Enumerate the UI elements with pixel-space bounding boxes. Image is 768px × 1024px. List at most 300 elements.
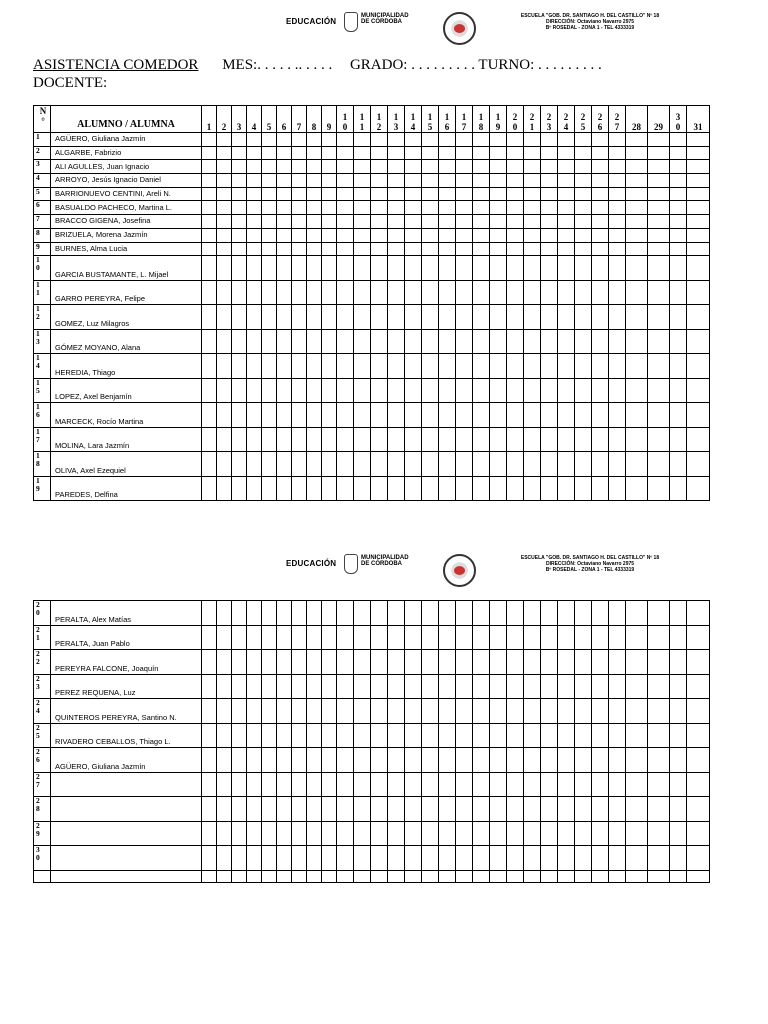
attendance-cell[interactable] bbox=[388, 305, 405, 330]
attendance-cell[interactable] bbox=[371, 187, 388, 201]
attendance-cell[interactable] bbox=[541, 160, 558, 174]
attendance-cell[interactable] bbox=[558, 772, 575, 797]
attendance-cell[interactable] bbox=[388, 215, 405, 229]
attendance-cell[interactable] bbox=[277, 305, 292, 330]
attendance-cell[interactable] bbox=[262, 160, 277, 174]
attendance-cell[interactable] bbox=[247, 625, 262, 650]
attendance-cell[interactable] bbox=[626, 476, 648, 501]
attendance-cell[interactable] bbox=[648, 305, 670, 330]
attendance-cell[interactable] bbox=[371, 305, 388, 330]
attendance-cell[interactable] bbox=[354, 378, 371, 403]
attendance-cell[interactable] bbox=[626, 650, 648, 675]
attendance-cell[interactable] bbox=[262, 699, 277, 724]
attendance-cell[interactable] bbox=[354, 601, 371, 626]
attendance-cell[interactable] bbox=[439, 674, 456, 699]
attendance-cell[interactable] bbox=[354, 797, 371, 822]
attendance-cell[interactable] bbox=[670, 427, 687, 452]
attendance-cell[interactable] bbox=[648, 160, 670, 174]
attendance-cell[interactable] bbox=[558, 201, 575, 215]
attendance-cell[interactable] bbox=[524, 215, 541, 229]
attendance-cell[interactable] bbox=[202, 133, 217, 147]
attendance-cell[interactable] bbox=[507, 772, 524, 797]
attendance-cell[interactable] bbox=[648, 476, 670, 501]
attendance-cell[interactable] bbox=[202, 160, 217, 174]
attendance-cell[interactable] bbox=[247, 650, 262, 675]
attendance-cell[interactable] bbox=[592, 378, 609, 403]
attendance-cell[interactable] bbox=[456, 723, 473, 748]
attendance-cell[interactable] bbox=[422, 187, 439, 201]
attendance-cell[interactable] bbox=[307, 256, 322, 281]
attendance-cell[interactable] bbox=[202, 215, 217, 229]
attendance-cell[interactable] bbox=[687, 403, 710, 428]
attendance-cell[interactable] bbox=[592, 133, 609, 147]
attendance-cell[interactable] bbox=[626, 160, 648, 174]
attendance-cell[interactable] bbox=[202, 242, 217, 256]
attendance-cell[interactable] bbox=[648, 228, 670, 242]
attendance-cell[interactable] bbox=[322, 174, 337, 188]
attendance-cell[interactable] bbox=[648, 772, 670, 797]
attendance-cell[interactable] bbox=[456, 228, 473, 242]
attendance-cell[interactable] bbox=[405, 305, 422, 330]
attendance-cell[interactable] bbox=[232, 215, 247, 229]
attendance-cell[interactable] bbox=[687, 228, 710, 242]
attendance-cell[interactable] bbox=[422, 256, 439, 281]
attendance-cell[interactable] bbox=[609, 452, 626, 477]
attendance-cell[interactable] bbox=[217, 305, 232, 330]
attendance-cell[interactable] bbox=[322, 772, 337, 797]
attendance-cell[interactable] bbox=[558, 329, 575, 354]
attendance-cell[interactable] bbox=[422, 174, 439, 188]
attendance-cell[interactable] bbox=[354, 772, 371, 797]
attendance-cell[interactable] bbox=[626, 305, 648, 330]
attendance-cell[interactable] bbox=[648, 427, 670, 452]
attendance-cell[interactable] bbox=[524, 625, 541, 650]
attendance-cell[interactable] bbox=[626, 187, 648, 201]
attendance-cell[interactable] bbox=[422, 280, 439, 305]
attendance-cell[interactable] bbox=[202, 821, 217, 846]
attendance-cell[interactable] bbox=[558, 821, 575, 846]
attendance-cell[interactable] bbox=[648, 846, 670, 871]
attendance-cell[interactable] bbox=[277, 846, 292, 871]
attendance-cell[interactable] bbox=[507, 354, 524, 379]
attendance-cell[interactable] bbox=[322, 329, 337, 354]
attendance-cell[interactable] bbox=[507, 476, 524, 501]
attendance-cell[interactable] bbox=[405, 821, 422, 846]
attendance-cell[interactable] bbox=[202, 228, 217, 242]
attendance-cell[interactable] bbox=[232, 650, 247, 675]
attendance-cell[interactable] bbox=[217, 201, 232, 215]
attendance-cell[interactable] bbox=[507, 625, 524, 650]
attendance-cell[interactable] bbox=[456, 160, 473, 174]
attendance-cell[interactable] bbox=[507, 403, 524, 428]
attendance-cell[interactable] bbox=[473, 280, 490, 305]
attendance-cell[interactable] bbox=[371, 476, 388, 501]
attendance-cell[interactable] bbox=[439, 228, 456, 242]
attendance-cell[interactable] bbox=[541, 772, 558, 797]
attendance-cell[interactable] bbox=[439, 174, 456, 188]
attendance-cell[interactable] bbox=[575, 846, 592, 871]
attendance-cell[interactable] bbox=[490, 146, 507, 160]
attendance-cell[interactable] bbox=[232, 476, 247, 501]
attendance-cell[interactable] bbox=[405, 625, 422, 650]
attendance-cell[interactable] bbox=[626, 215, 648, 229]
attendance-cell[interactable] bbox=[507, 280, 524, 305]
attendance-cell[interactable] bbox=[626, 146, 648, 160]
attendance-cell[interactable] bbox=[592, 452, 609, 477]
attendance-cell[interactable] bbox=[524, 821, 541, 846]
attendance-cell[interactable] bbox=[541, 215, 558, 229]
attendance-cell[interactable] bbox=[592, 146, 609, 160]
attendance-cell[interactable] bbox=[456, 452, 473, 477]
attendance-cell[interactable] bbox=[541, 797, 558, 822]
attendance-cell[interactable] bbox=[592, 174, 609, 188]
attendance-cell[interactable] bbox=[592, 305, 609, 330]
attendance-cell[interactable] bbox=[405, 228, 422, 242]
attendance-cell[interactable] bbox=[687, 870, 710, 882]
attendance-cell[interactable] bbox=[626, 846, 648, 871]
attendance-cell[interactable] bbox=[337, 723, 354, 748]
attendance-cell[interactable] bbox=[609, 821, 626, 846]
attendance-cell[interactable] bbox=[524, 228, 541, 242]
attendance-cell[interactable] bbox=[541, 378, 558, 403]
attendance-cell[interactable] bbox=[609, 354, 626, 379]
attendance-cell[interactable] bbox=[439, 160, 456, 174]
attendance-cell[interactable] bbox=[507, 870, 524, 882]
attendance-cell[interactable] bbox=[337, 133, 354, 147]
attendance-cell[interactable] bbox=[609, 133, 626, 147]
attendance-cell[interactable] bbox=[388, 329, 405, 354]
attendance-cell[interactable] bbox=[371, 256, 388, 281]
attendance-cell[interactable] bbox=[592, 187, 609, 201]
attendance-cell[interactable] bbox=[670, 699, 687, 724]
attendance-cell[interactable] bbox=[507, 305, 524, 330]
attendance-cell[interactable] bbox=[388, 174, 405, 188]
attendance-cell[interactable] bbox=[439, 772, 456, 797]
attendance-cell[interactable] bbox=[541, 650, 558, 675]
attendance-cell[interactable] bbox=[217, 160, 232, 174]
attendance-cell[interactable] bbox=[307, 242, 322, 256]
attendance-cell[interactable] bbox=[354, 280, 371, 305]
attendance-cell[interactable] bbox=[456, 625, 473, 650]
attendance-cell[interactable] bbox=[217, 601, 232, 626]
attendance-cell[interactable] bbox=[371, 378, 388, 403]
attendance-cell[interactable] bbox=[439, 601, 456, 626]
attendance-cell[interactable] bbox=[354, 748, 371, 773]
attendance-cell[interactable] bbox=[277, 329, 292, 354]
attendance-cell[interactable] bbox=[507, 452, 524, 477]
attendance-cell[interactable] bbox=[388, 160, 405, 174]
attendance-cell[interactable] bbox=[422, 452, 439, 477]
attendance-cell[interactable] bbox=[371, 772, 388, 797]
attendance-cell[interactable] bbox=[292, 723, 307, 748]
attendance-cell[interactable] bbox=[541, 242, 558, 256]
attendance-cell[interactable] bbox=[422, 133, 439, 147]
attendance-cell[interactable] bbox=[490, 452, 507, 477]
attendance-cell[interactable] bbox=[592, 201, 609, 215]
attendance-cell[interactable] bbox=[541, 674, 558, 699]
attendance-cell[interactable] bbox=[524, 256, 541, 281]
attendance-cell[interactable] bbox=[202, 748, 217, 773]
attendance-cell[interactable] bbox=[405, 797, 422, 822]
attendance-cell[interactable] bbox=[405, 427, 422, 452]
attendance-cell[interactable] bbox=[541, 201, 558, 215]
attendance-cell[interactable] bbox=[456, 427, 473, 452]
attendance-cell[interactable] bbox=[507, 215, 524, 229]
attendance-cell[interactable] bbox=[524, 723, 541, 748]
attendance-cell[interactable] bbox=[456, 378, 473, 403]
attendance-cell[interactable] bbox=[490, 403, 507, 428]
attendance-cell[interactable] bbox=[456, 748, 473, 773]
attendance-cell[interactable] bbox=[371, 133, 388, 147]
attendance-cell[interactable] bbox=[307, 160, 322, 174]
attendance-cell[interactable] bbox=[626, 242, 648, 256]
attendance-cell[interactable] bbox=[371, 846, 388, 871]
attendance-cell[interactable] bbox=[626, 797, 648, 822]
attendance-cell[interactable] bbox=[507, 256, 524, 281]
attendance-cell[interactable] bbox=[687, 452, 710, 477]
attendance-cell[interactable] bbox=[247, 452, 262, 477]
attendance-cell[interactable] bbox=[217, 242, 232, 256]
attendance-cell[interactable] bbox=[354, 650, 371, 675]
attendance-cell[interactable] bbox=[422, 674, 439, 699]
attendance-cell[interactable] bbox=[524, 601, 541, 626]
attendance-cell[interactable] bbox=[247, 329, 262, 354]
attendance-cell[interactable] bbox=[247, 821, 262, 846]
attendance-cell[interactable] bbox=[371, 280, 388, 305]
attendance-cell[interactable] bbox=[541, 354, 558, 379]
attendance-cell[interactable] bbox=[670, 772, 687, 797]
attendance-cell[interactable] bbox=[490, 870, 507, 882]
attendance-cell[interactable] bbox=[277, 601, 292, 626]
attendance-cell[interactable] bbox=[307, 748, 322, 773]
attendance-cell[interactable] bbox=[422, 625, 439, 650]
attendance-cell[interactable] bbox=[456, 146, 473, 160]
attendance-cell[interactable] bbox=[388, 821, 405, 846]
attendance-cell[interactable] bbox=[277, 133, 292, 147]
attendance-cell[interactable] bbox=[322, 187, 337, 201]
attendance-cell[interactable] bbox=[354, 403, 371, 428]
attendance-cell[interactable] bbox=[592, 476, 609, 501]
attendance-cell[interactable] bbox=[626, 201, 648, 215]
attendance-cell[interactable] bbox=[217, 650, 232, 675]
attendance-cell[interactable] bbox=[490, 228, 507, 242]
attendance-cell[interactable] bbox=[322, 846, 337, 871]
attendance-cell[interactable] bbox=[648, 452, 670, 477]
attendance-cell[interactable] bbox=[262, 601, 277, 626]
attendance-cell[interactable] bbox=[648, 870, 670, 882]
attendance-cell[interactable] bbox=[371, 329, 388, 354]
attendance-cell[interactable] bbox=[609, 187, 626, 201]
attendance-cell[interactable] bbox=[217, 354, 232, 379]
attendance-cell[interactable] bbox=[292, 305, 307, 330]
attendance-cell[interactable] bbox=[648, 146, 670, 160]
attendance-cell[interactable] bbox=[490, 748, 507, 773]
attendance-cell[interactable] bbox=[670, 650, 687, 675]
attendance-cell[interactable] bbox=[277, 187, 292, 201]
attendance-cell[interactable] bbox=[439, 146, 456, 160]
attendance-cell[interactable] bbox=[322, 403, 337, 428]
attendance-cell[interactable] bbox=[524, 797, 541, 822]
attendance-cell[interactable] bbox=[354, 329, 371, 354]
attendance-cell[interactable] bbox=[202, 699, 217, 724]
attendance-cell[interactable] bbox=[558, 650, 575, 675]
attendance-cell[interactable] bbox=[354, 723, 371, 748]
attendance-cell[interactable] bbox=[524, 476, 541, 501]
attendance-cell[interactable] bbox=[354, 256, 371, 281]
attendance-cell[interactable] bbox=[232, 354, 247, 379]
attendance-cell[interactable] bbox=[592, 772, 609, 797]
attendance-cell[interactable] bbox=[322, 378, 337, 403]
attendance-cell[interactable] bbox=[388, 748, 405, 773]
attendance-cell[interactable] bbox=[232, 625, 247, 650]
attendance-cell[interactable] bbox=[592, 403, 609, 428]
attendance-cell[interactable] bbox=[592, 748, 609, 773]
attendance-cell[interactable] bbox=[687, 772, 710, 797]
attendance-cell[interactable] bbox=[456, 280, 473, 305]
attendance-cell[interactable] bbox=[473, 133, 490, 147]
attendance-cell[interactable] bbox=[292, 748, 307, 773]
attendance-cell[interactable] bbox=[337, 821, 354, 846]
attendance-cell[interactable] bbox=[354, 846, 371, 871]
attendance-cell[interactable] bbox=[262, 280, 277, 305]
attendance-cell[interactable] bbox=[388, 256, 405, 281]
attendance-cell[interactable] bbox=[456, 354, 473, 379]
attendance-cell[interactable] bbox=[405, 174, 422, 188]
attendance-cell[interactable] bbox=[609, 201, 626, 215]
attendance-cell[interactable] bbox=[262, 821, 277, 846]
attendance-cell[interactable] bbox=[456, 187, 473, 201]
attendance-cell[interactable] bbox=[354, 201, 371, 215]
attendance-cell[interactable] bbox=[232, 160, 247, 174]
attendance-cell[interactable] bbox=[473, 772, 490, 797]
attendance-cell[interactable] bbox=[307, 378, 322, 403]
attendance-cell[interactable] bbox=[575, 870, 592, 882]
attendance-cell[interactable] bbox=[337, 427, 354, 452]
attendance-cell[interactable] bbox=[422, 305, 439, 330]
attendance-cell[interactable] bbox=[247, 187, 262, 201]
attendance-cell[interactable] bbox=[354, 452, 371, 477]
attendance-cell[interactable] bbox=[648, 674, 670, 699]
attendance-cell[interactable] bbox=[626, 772, 648, 797]
attendance-cell[interactable] bbox=[648, 699, 670, 724]
attendance-cell[interactable] bbox=[307, 174, 322, 188]
attendance-cell[interactable] bbox=[292, 625, 307, 650]
attendance-cell[interactable] bbox=[422, 354, 439, 379]
attendance-cell[interactable] bbox=[322, 427, 337, 452]
attendance-cell[interactable] bbox=[405, 160, 422, 174]
attendance-cell[interactable] bbox=[507, 674, 524, 699]
attendance-cell[interactable] bbox=[507, 699, 524, 724]
attendance-cell[interactable] bbox=[292, 846, 307, 871]
attendance-cell[interactable] bbox=[232, 133, 247, 147]
attendance-cell[interactable] bbox=[217, 256, 232, 281]
attendance-cell[interactable] bbox=[473, 452, 490, 477]
attendance-cell[interactable] bbox=[262, 452, 277, 477]
attendance-cell[interactable] bbox=[575, 354, 592, 379]
attendance-cell[interactable] bbox=[558, 452, 575, 477]
attendance-cell[interactable] bbox=[558, 280, 575, 305]
attendance-cell[interactable] bbox=[422, 242, 439, 256]
attendance-cell[interactable] bbox=[575, 650, 592, 675]
attendance-cell[interactable] bbox=[439, 201, 456, 215]
attendance-cell[interactable] bbox=[405, 354, 422, 379]
attendance-cell[interactable] bbox=[575, 403, 592, 428]
attendance-cell[interactable] bbox=[354, 870, 371, 882]
attendance-cell[interactable] bbox=[490, 476, 507, 501]
attendance-cell[interactable] bbox=[247, 427, 262, 452]
attendance-cell[interactable] bbox=[337, 748, 354, 773]
attendance-cell[interactable] bbox=[626, 280, 648, 305]
attendance-cell[interactable] bbox=[202, 772, 217, 797]
attendance-cell[interactable] bbox=[524, 772, 541, 797]
attendance-cell[interactable] bbox=[541, 748, 558, 773]
attendance-cell[interactable] bbox=[456, 699, 473, 724]
attendance-cell[interactable] bbox=[405, 133, 422, 147]
attendance-cell[interactable] bbox=[687, 133, 710, 147]
attendance-cell[interactable] bbox=[541, 452, 558, 477]
attendance-cell[interactable] bbox=[371, 797, 388, 822]
attendance-cell[interactable] bbox=[473, 870, 490, 882]
attendance-cell[interactable] bbox=[687, 187, 710, 201]
attendance-cell[interactable] bbox=[687, 329, 710, 354]
attendance-cell[interactable] bbox=[247, 160, 262, 174]
attendance-cell[interactable] bbox=[405, 329, 422, 354]
attendance-cell[interactable] bbox=[507, 427, 524, 452]
attendance-cell[interactable] bbox=[626, 699, 648, 724]
attendance-cell[interactable] bbox=[439, 133, 456, 147]
attendance-cell[interactable] bbox=[277, 723, 292, 748]
attendance-cell[interactable] bbox=[558, 256, 575, 281]
attendance-cell[interactable] bbox=[307, 187, 322, 201]
attendance-cell[interactable] bbox=[354, 427, 371, 452]
attendance-cell[interactable] bbox=[262, 215, 277, 229]
attendance-cell[interactable] bbox=[277, 228, 292, 242]
attendance-cell[interactable] bbox=[232, 821, 247, 846]
attendance-cell[interactable] bbox=[202, 601, 217, 626]
attendance-cell[interactable] bbox=[217, 228, 232, 242]
attendance-cell[interactable] bbox=[687, 821, 710, 846]
attendance-cell[interactable] bbox=[626, 601, 648, 626]
attendance-cell[interactable] bbox=[541, 174, 558, 188]
attendance-cell[interactable] bbox=[262, 187, 277, 201]
attendance-cell[interactable] bbox=[354, 187, 371, 201]
attendance-cell[interactable] bbox=[575, 329, 592, 354]
attendance-cell[interactable] bbox=[217, 146, 232, 160]
attendance-cell[interactable] bbox=[558, 378, 575, 403]
attendance-cell[interactable] bbox=[388, 723, 405, 748]
attendance-cell[interactable] bbox=[507, 601, 524, 626]
attendance-cell[interactable] bbox=[217, 378, 232, 403]
attendance-cell[interactable] bbox=[609, 403, 626, 428]
attendance-cell[interactable] bbox=[541, 256, 558, 281]
attendance-cell[interactable] bbox=[687, 201, 710, 215]
attendance-cell[interactable] bbox=[422, 650, 439, 675]
attendance-cell[interactable] bbox=[575, 228, 592, 242]
attendance-cell[interactable] bbox=[490, 160, 507, 174]
attendance-cell[interactable] bbox=[456, 650, 473, 675]
attendance-cell[interactable] bbox=[354, 215, 371, 229]
attendance-cell[interactable] bbox=[371, 674, 388, 699]
attendance-cell[interactable] bbox=[277, 650, 292, 675]
attendance-cell[interactable] bbox=[439, 378, 456, 403]
attendance-cell[interactable] bbox=[322, 723, 337, 748]
attendance-cell[interactable] bbox=[202, 625, 217, 650]
attendance-cell[interactable] bbox=[439, 452, 456, 477]
attendance-cell[interactable] bbox=[232, 378, 247, 403]
attendance-cell[interactable] bbox=[648, 329, 670, 354]
attendance-cell[interactable] bbox=[292, 354, 307, 379]
attendance-cell[interactable] bbox=[490, 305, 507, 330]
